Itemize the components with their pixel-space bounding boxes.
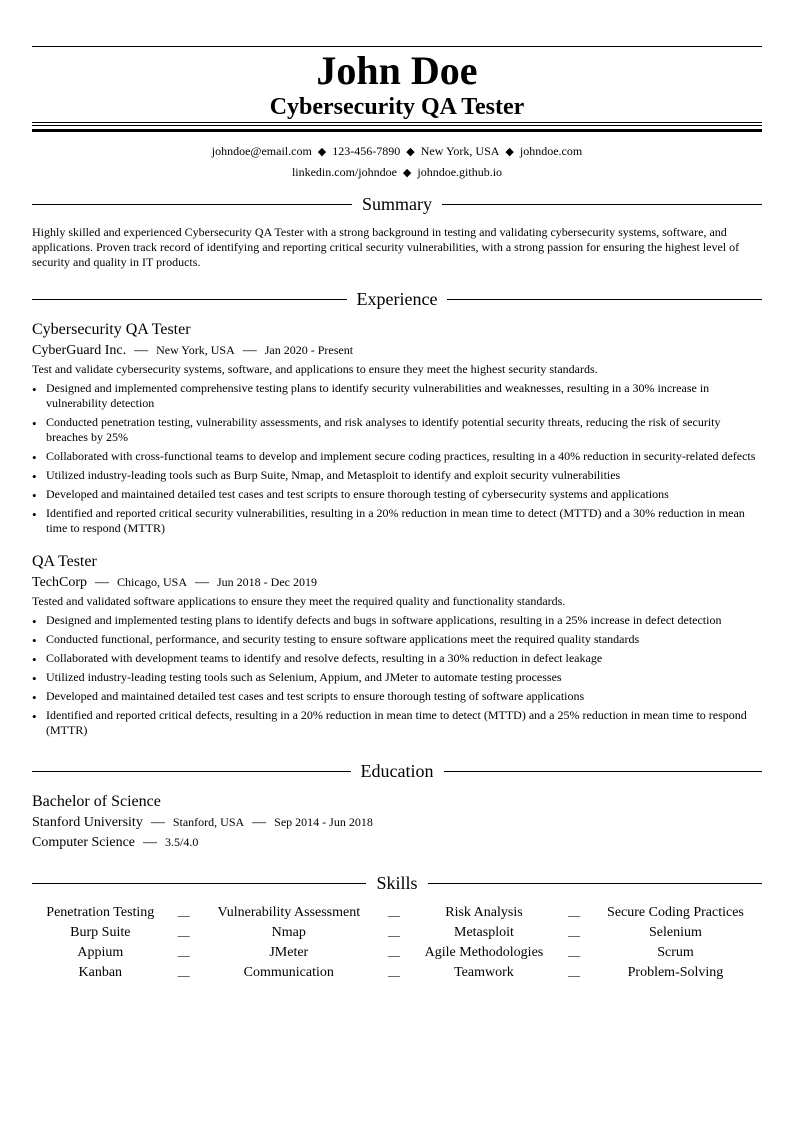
skill-item: Communication [243, 965, 334, 980]
contact-github[interactable]: johndoe.github.io [417, 165, 503, 179]
list-item: • Identified and reported critical security vulnerabilities, resulting in a 20% reduction in mean time to detect (MTTD) and a 30% reduction in mean time to respond (MTTR) [32, 506, 762, 536]
heading-rule [32, 883, 366, 884]
list-item: • Collaborated with development teams to identify and resolve defects, resulting in a 30% reduction in defect leakage [32, 651, 762, 666]
list-item: • Conducted functional, performance, and security testing to ensure software applications meet the required quality standards [32, 632, 762, 647]
skill-item: Agile Methodologies [424, 945, 544, 960]
contact-line-1 [32, 143, 762, 160]
job-bullets [32, 381, 762, 540]
heading-rule [444, 771, 763, 772]
dash-separator: — [252, 815, 267, 830]
job-location: New York, USA [156, 343, 235, 357]
contact-phone[interactable]: 123-456-7890 [332, 144, 401, 158]
dash-separator: — [177, 968, 190, 982]
contact-linkedin[interactable]: linkedin.com/johndoe [291, 165, 397, 179]
skill-item: Nmap [271, 925, 306, 940]
skills-row [32, 923, 762, 943]
skill-item: Scrum [657, 945, 694, 960]
education-school: Stanford University [32, 815, 143, 830]
skill-item: Problem-Solving [627, 965, 724, 980]
skill-item: Risk Analysis [445, 905, 523, 920]
dash-separator: — [387, 908, 400, 922]
dash-separator: — [177, 948, 190, 962]
skill-item: Teamwork [454, 965, 514, 980]
dash-separator: — [150, 815, 165, 830]
dash-separator: — [567, 908, 580, 922]
diamond-icon: ◆ [317, 146, 327, 158]
dash-separator: — [95, 575, 110, 590]
dash-separator: — [387, 928, 400, 942]
skills-row [32, 963, 762, 983]
diamond-icon: ◆ [402, 167, 412, 179]
dash-separator: — [387, 968, 400, 982]
education-gpa: 3.5/4.0 [165, 835, 199, 849]
contact-website[interactable]: johndoe.com [519, 144, 583, 158]
diamond-icon: ◆ [406, 146, 415, 158]
education-school-line [32, 814, 373, 831]
skills-row [32, 943, 762, 963]
list-item: • Utilized industry-leading testing tools such as Selenium, Appium, and JMeter to automate testing processes [32, 670, 762, 685]
education-degree: Bachelor of Science [32, 793, 161, 810]
diamond-icon: ◆ [505, 146, 514, 158]
education-dates: Sep 2014 - Jun 2018 [274, 815, 373, 829]
summary-heading-label: Summary [362, 194, 432, 214]
job-role: QA Tester [32, 553, 97, 570]
education-major-line [32, 834, 198, 851]
job-role: Cybersecurity QA Tester [32, 321, 191, 338]
dash-separator: — [242, 343, 257, 358]
skill-item: JMeter [269, 945, 309, 960]
experience-heading [32, 288, 762, 310]
skills-row [32, 903, 762, 923]
skill-item: Vulnerability Assessment [217, 905, 361, 920]
skill-item: Burp Suite [70, 925, 131, 940]
education-heading-label: Education [360, 761, 434, 781]
list-item: • Developed and maintained detailed test cases and test scripts to ensure thorough testing of software applications [32, 689, 762, 704]
job-location: Chicago, USA [117, 575, 188, 589]
heading-rule [428, 883, 762, 884]
dash-separator: — [387, 948, 400, 962]
job-dates: Jan 2020 - Present [264, 343, 354, 357]
contact-line-2 [32, 164, 762, 181]
heading-rule [32, 204, 352, 205]
dash-separator: — [143, 835, 158, 850]
contact-email[interactable]: johndoe@email.com [211, 144, 312, 158]
skills-heading-label: Skills [376, 873, 418, 893]
heading-rule [32, 299, 347, 300]
job-dates: Jun 2018 - Dec 2019 [217, 575, 317, 589]
contact-location: New York, USA [420, 144, 500, 158]
job-company: TechCorp [32, 575, 88, 590]
list-item: • Identified and reported critical defects, resulting in a 20% reduction in mean time to detect (MTTD) and a 25% reduction in mean time to respond (MTTR) [32, 708, 762, 738]
job-company: CyberGuard Inc. [32, 343, 127, 358]
list-item: • Designed and implemented testing plans to identify defects and bugs in software applications, resulting in a 25% increase in defect detection [32, 613, 762, 628]
list-item: • Conducted penetration testing, vulnerability assessments, and risk analyses to identify potential security threats, reducing the risk of security breaches by 25% [32, 415, 762, 445]
skill-item: Penetration Testing [46, 905, 155, 920]
skill-item: Metasploit [454, 925, 514, 940]
list-item: • Designed and implemented comprehensive testing plans to identify security vulnerabilities and weaknesses, resulting in a 30% increase in vulnerability detection [32, 381, 762, 411]
education-location: Stanford, USA [172, 815, 245, 829]
education-heading [32, 760, 762, 782]
skill-item: Kanban [78, 965, 123, 980]
candidate-title: Cybersecurity QA Tester [269, 94, 525, 120]
job-description: Tested and validated software applications to ensure they meet the required quality and functionality standards. [32, 594, 566, 608]
dash-separator: — [567, 968, 580, 982]
dash-separator: — [134, 343, 149, 358]
skill-item: Secure Coding Practices [607, 905, 744, 920]
dash-separator: — [195, 575, 210, 590]
dash-separator: — [177, 908, 190, 922]
skill-item: Selenium [649, 925, 702, 940]
summary-text: Highly skilled and experienced Cybersecurity QA Tester with a strong background in testing and validating cybersecurity systems, software, and applications. Proven track record of identifying and reporting critical security vulnerabilities, with a strong passion for ensuring the highest level of security and quality in IT products. [32, 225, 740, 269]
header-rule-top [32, 46, 762, 47]
job-org-line [32, 342, 353, 359]
list-item: • Utilized industry-leading tools such as Burp Suite, Nmap, and Metasploit to identify and exploit security vulnerabilities [32, 468, 762, 483]
candidate-name: John Doe [316, 48, 478, 93]
header-rule-3 [32, 129, 762, 132]
heading-rule [32, 771, 351, 772]
education-major: Computer Science [32, 835, 136, 850]
skill-item: Appium [77, 945, 124, 960]
summary-heading [32, 193, 762, 215]
heading-rule [442, 204, 762, 205]
job-bullets [32, 613, 762, 742]
skills-heading [32, 872, 762, 894]
header-rule-1 [32, 122, 762, 123]
job-description: Test and validate cybersecurity systems, software, and applications to ensure they meet the highest security standards. [32, 362, 598, 376]
skills-grid [32, 903, 762, 983]
dash-separator: — [567, 948, 580, 962]
dash-separator: — [177, 928, 190, 942]
heading-rule [447, 299, 762, 300]
job-org-line [32, 574, 317, 591]
list-item: • Collaborated with cross-functional teams to develop and implement secure coding practices, resulting in a 40% reduction in security-related defects [32, 449, 762, 464]
header-rule-2 [32, 125, 762, 126]
dash-separator: — [567, 928, 580, 942]
experience-heading-label: Experience [356, 289, 438, 309]
list-item: • Developed and maintained detailed test cases and test scripts to ensure thorough testing of cybersecurity systems and applications [32, 487, 762, 502]
